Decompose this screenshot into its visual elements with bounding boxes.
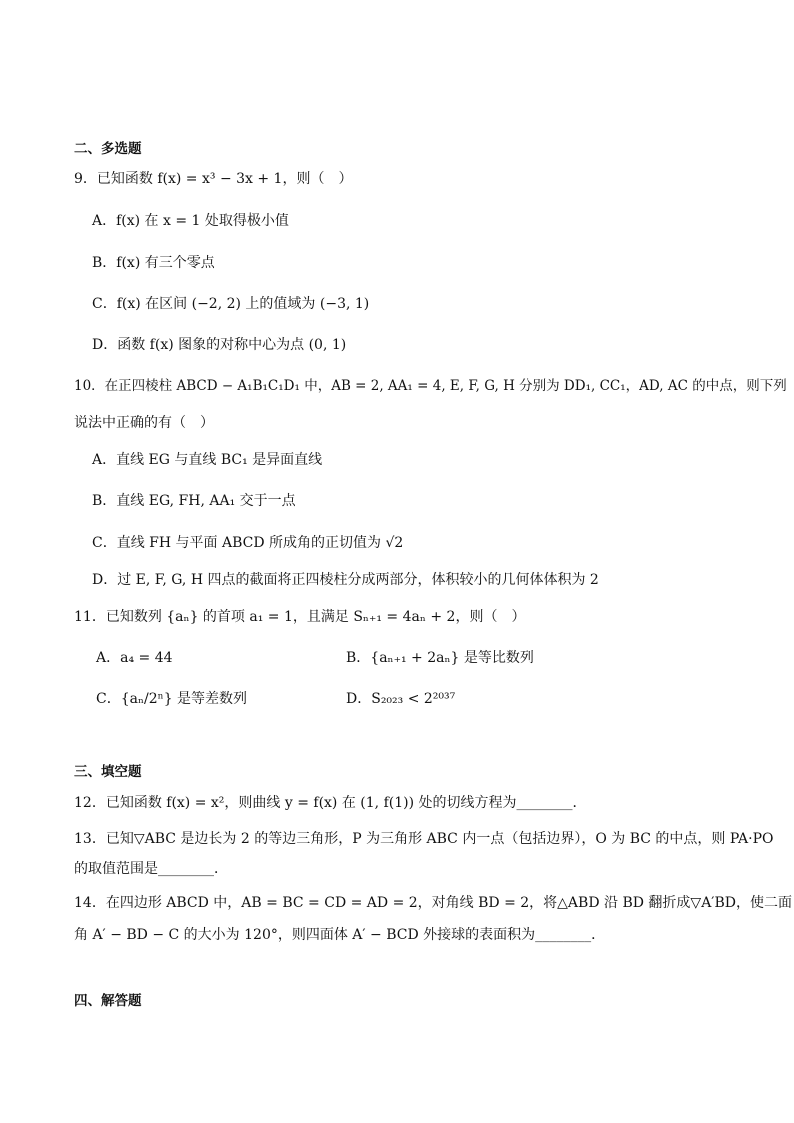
question-10-option-c: C．直线 FH 与平面 ABCD 所成角的正切值为 √2 [92,535,404,551]
question-9-stem: 9．已知函数 f(x) = x³ − 3x + 1，则（ ） [74,171,353,187]
question-13-line2: 的取值范围是________． [74,861,228,877]
section-heading-fill-blank: 三、填空题 [74,764,142,780]
question-11-option-c: C．{aₙ/2ⁿ} 是等差数列 [96,691,248,707]
question-11-option-b: B．{aₙ₊₁ + 2aₙ} 是等比数列 [346,650,534,666]
question-9-option-a: A．f(x) 在 x = 1 处取得极小值 [92,213,289,229]
question-9-option-d: D．函数 f(x) 图象的对称中心为点 (0, 1) [92,337,347,353]
question-11-stem: 11．已知数列 {aₙ} 的首项 a₁ = 1，且满足 Sₙ₊₁ = 4aₙ + 2，则（ ） [74,609,526,625]
question-14-line2: 角 A′ − BD − C 的大小为 120°，则四面体 A′ − BCD 外接球的表面积为________． [74,927,606,943]
question-13-line1: 13．已知▽ABC 是边长为 2 的等边三角形，P 为三角形 ABC 内一点（包括边界），O 为 BC 的中点，则 PA·PO [74,831,774,847]
question-9-option-c: C．f(x) 在区间 (−2, 2) 上的值域为 (−3, 1) [92,296,370,312]
question-11-option-a: A．a₄ = 44 [96,650,173,666]
section-heading-multi-choice: 二、多选题 [74,141,142,157]
question-10-stem-line2: 说法中正确的有（ ） [74,415,214,431]
question-10-option-a: A．直线 EG 与直线 BC₁ 是异面直线 [92,452,323,468]
question-10-stem-line1: 10．在正四棱柱 ABCD − A₁B₁C₁D₁ 中，AB = 2, AA₁ = 4, E, F, G, H 分别为 DD₁, CC₁，AD, AC 的中点，则下列 [74,378,787,394]
question-11-option-d: D．S₂₀₂₃ < 2²⁰³⁷ [346,691,456,707]
question-14-line1: 14．在四边形 ABCD 中，AB = BC = CD = AD = 2，对角线 BD = 2，将△ABD 沿 BD 翻折成▽A′BD，使二面 [74,895,792,911]
section-heading-answer: 四、解答题 [74,993,142,1009]
question-10-option-d: D．过 E, F, G, H 四点的截面将正四棱柱分成两部分，体积较小的几何体体积为 2 [92,572,599,588]
question-9-option-b: B．f(x) 有三个零点 [92,255,215,271]
question-10-option-b: B．直线 EG, FH, AA₁ 交于一点 [92,493,296,509]
question-12: 12．已知函数 f(x) = x²，则曲线 y = f(x) 在 (1, f(1)) 处的切线方程为________． [74,795,587,811]
